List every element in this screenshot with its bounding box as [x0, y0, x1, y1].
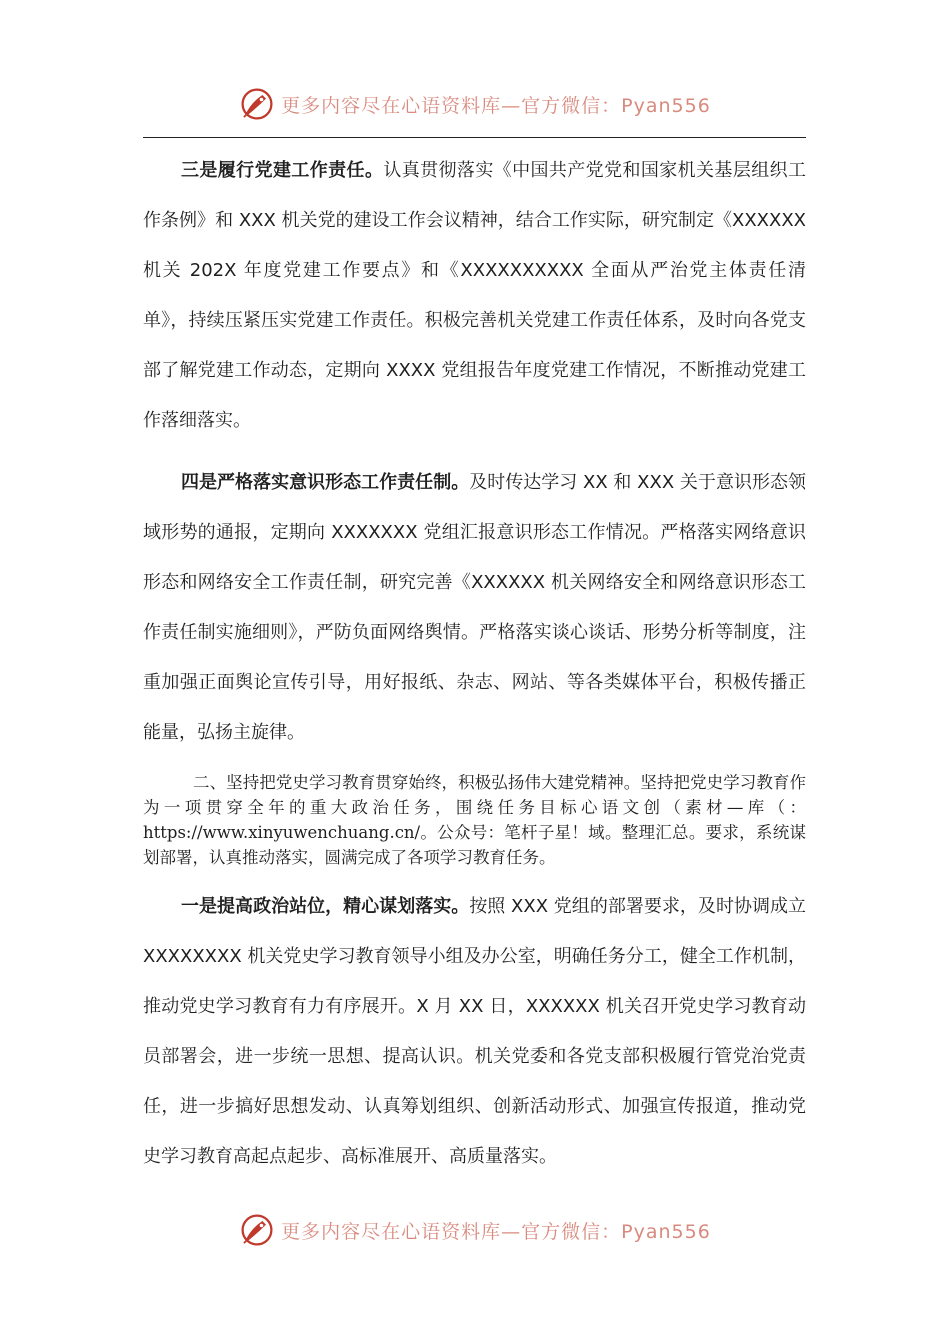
paragraph-heading: 一是提高政治站位，精心谋划落实。 — [181, 896, 470, 917]
banner-label: 更多内容尽在心语资料库—官方微信： — [281, 94, 622, 117]
paragraph-ideology — [143, 458, 806, 758]
banner-text — [281, 91, 711, 118]
header-banner — [0, 82, 950, 126]
footer-banner — [0, 1208, 950, 1252]
document-body — [143, 146, 806, 1182]
banner-text — [281, 1217, 711, 1244]
header-divider — [143, 137, 806, 138]
section-two-paragraph: 二、坚持把党史学习教育贯穿始终，积极弘扬伟大建党精神。坚持把党史学习教育作为一项贯穿全年的重大政治任务，围绕任务目标心语文创（素材—库（：https://www.xinyuwenchuang.cn/。公众号：笔杆子星！域。整理汇总。要求，系统谋划部署，认真推动落实，圆满完成了各项学习教育任务。 — [143, 773, 806, 867]
paragraph-heading: 四是严格落实意识形态工作责任制。 — [181, 472, 470, 493]
wechat-id: Pyan556 — [621, 1220, 711, 1243]
pen-nib-icon — [239, 1212, 275, 1248]
paragraph-text: 及时传达学习 XX 和 XXX 关于意识形态领域形势的通报，定期向 XXXXXXX 党组汇报意识形态工作情况。严格落实网络意识形态和网络安全工作责任制，研究完善《XXXXXX 机关网络安全和网络意识形态工作责任制实施细则》，严防负面网络舆情。严格落实谈心谈话、形势分析等制度，注重加强正面舆论宣传引导，用好报纸、杂志、网站、等各类媒体平台，积极传播正能量，弘扬主旋律。 — [143, 472, 806, 743]
paragraph-political-stance — [143, 882, 806, 1182]
wechat-id: Pyan556 — [621, 94, 711, 117]
paragraph-text: 认真贯彻落实《中国共产党党和国家机关基层组织工作条例》和 XXX 机关党的建设工作会议精神，结合工作实际，研究制定《XXXXXX 机关 202X 年度党建工作要点》和《XXXXXXXXXX 全面从严治党主体责任清单》，持续压紧压实党建工作责任。积极完善机关党建工作责任体系，及时向各党支部了解党建工作动态，定期向 XXXX 党组报告年度党建工作情况，不断推动党建工作落细落实。 — [143, 160, 807, 431]
paragraph-heading: 三是履行党建工作责任。 — [181, 160, 384, 181]
paragraph-text: 按照 XXX 党组的部署要求，及时协调成立 XXXXXXXX 机关党史学习教育领导小组及办公室，明确任务分工，健全工作机制，推动党史学习教育有力有序展开。X 月 XX 日，XXXXXX 机关召开党史学习教育动员部署会，进一步统一思想、提高认识。机关党委和各党支部积极履行管党治党责任，进一步搞好思想发动、认真筹划组织、创新活动形式、加强宣传报道，推动党史学习教育高起点起步、高标准展开、高质量落实。 — [143, 896, 807, 1167]
paragraph-party-building — [143, 146, 806, 446]
banner-label: 更多内容尽在心语资料库—官方微信： — [281, 1220, 622, 1243]
pen-nib-icon — [239, 86, 275, 122]
